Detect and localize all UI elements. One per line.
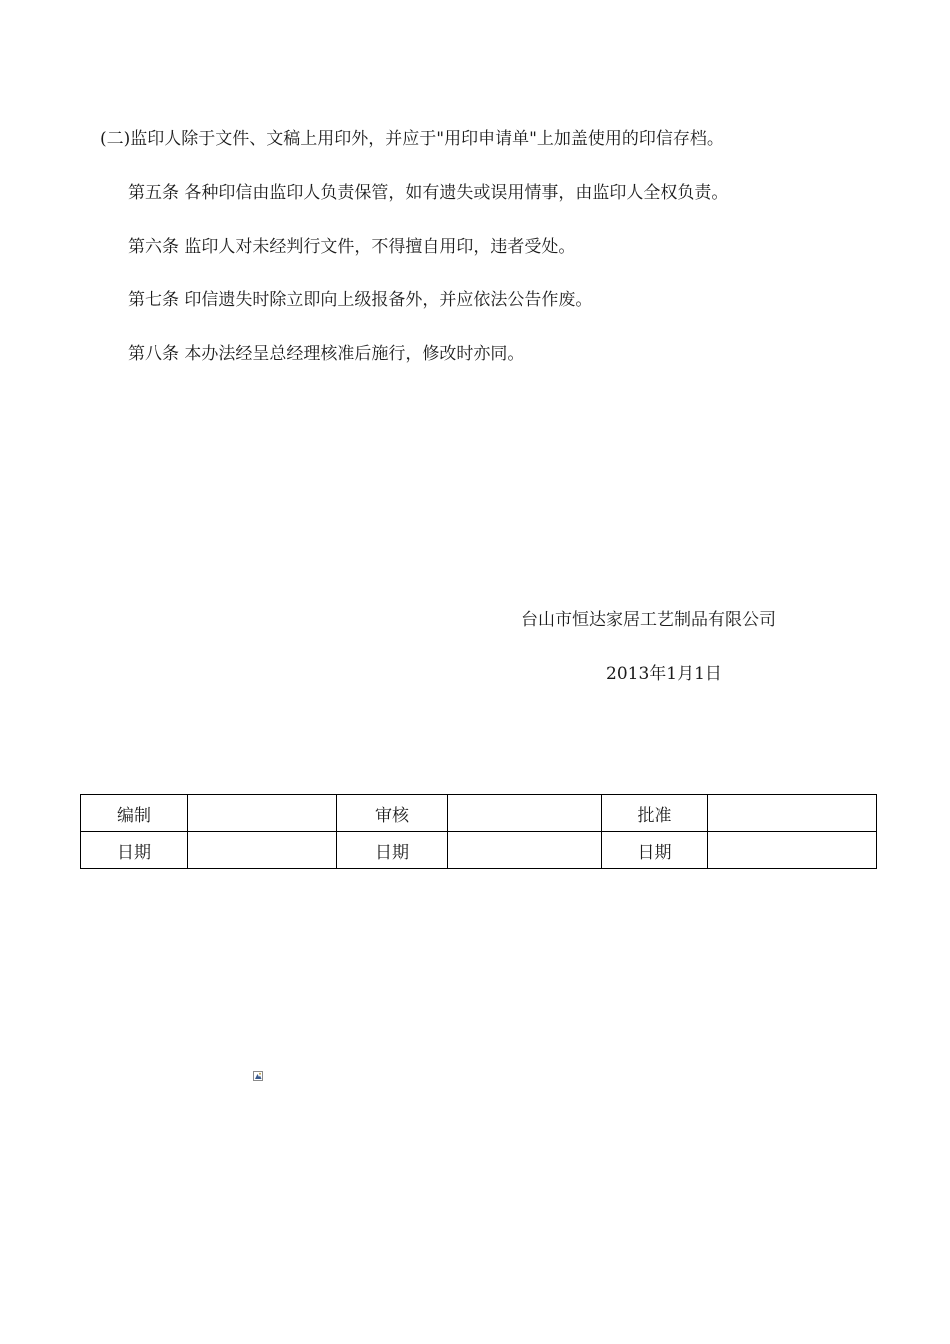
approval-table — [80, 794, 877, 869]
clause-paragraph-article-5: 第五条 各种印信由监印人负责保管，如有遗失或误用情事，由监印人全权负责。 — [128, 183, 729, 203]
table-cell-prepared-label: 编制 — [81, 795, 188, 832]
table-cell-date-label: 日期 — [81, 832, 188, 869]
table-cell-approved-value — [708, 795, 877, 832]
table-cell-reviewed-value — [448, 795, 602, 832]
table-cell-date-label: 日期 — [602, 832, 708, 869]
table-cell-date-label: 日期 — [337, 832, 448, 869]
table-cell-date-value — [448, 832, 602, 869]
clause-paragraph-article-7: 第七条 印信遗失时除立即向上级报备外，并应依法公告作废。 — [128, 290, 593, 310]
table-row — [81, 795, 877, 832]
clause-paragraph-1: (二)监印人除于文件、文稿上用印外，并应于"用印申请单"上加盖使用的印信存档。 — [100, 129, 724, 149]
company-name: 台山市恒达家居工艺制品有限公司 — [521, 610, 776, 630]
table-cell-approved-label: 批准 — [602, 795, 708, 832]
table-row — [81, 832, 877, 869]
table-cell-date-value — [188, 832, 337, 869]
clause-paragraph-article-6: 第六条 监印人对未经判行文件，不得擅自用印，违者受处。 — [128, 237, 576, 257]
issue-date: 2013年1月1日 — [606, 664, 722, 684]
table-cell-prepared-value — [188, 795, 337, 832]
small-image-icon — [253, 1066, 263, 1076]
table-cell-date-value — [708, 832, 877, 869]
table-cell-reviewed-label: 审核 — [337, 795, 448, 832]
clause-paragraph-article-8: 第八条 本办法经呈总经理核准后施行，修改时亦同。 — [128, 344, 525, 364]
